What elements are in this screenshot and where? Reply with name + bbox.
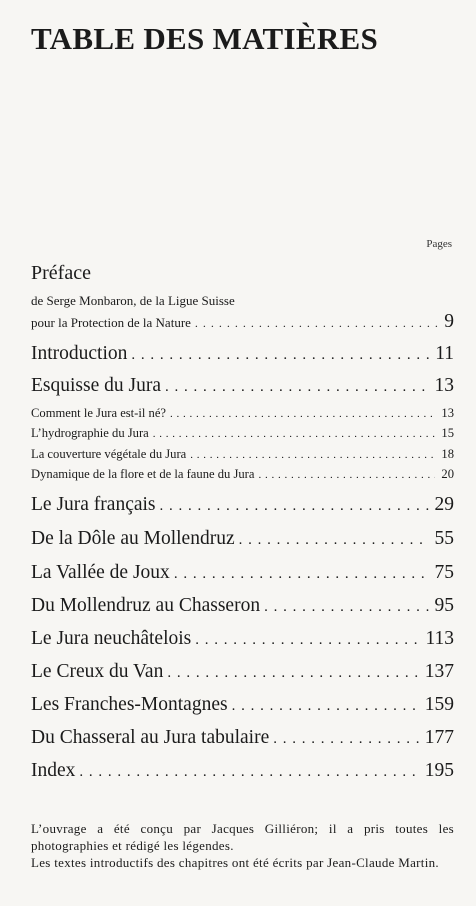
toc-entry-page: 55 (434, 528, 454, 549)
toc-entry-label: Les Franches-Montagnes (31, 694, 228, 715)
toc-entry-label: Dynamique de la flore et de la faune du Jura (31, 467, 255, 481)
dot-leader (195, 632, 419, 649)
toc-entry-label: L’hydrographie du Jura (31, 426, 149, 440)
dot-leader (174, 566, 429, 583)
toc-entry[interactable] (31, 760, 454, 782)
toc-entry-page: 75 (434, 562, 454, 583)
dot-leader (239, 532, 429, 549)
dot-leader (131, 347, 429, 364)
dot-leader (79, 764, 418, 781)
toc-entry[interactable] (31, 375, 454, 397)
toc-subentry[interactable] (31, 406, 454, 421)
page-title: TABLE DES MATIÈRES (31, 21, 379, 56)
dot-leader (167, 665, 418, 682)
dot-leader (232, 698, 419, 715)
toc-entry-page: 177 (424, 727, 454, 748)
toc-entry-label: De la Dôle au Mollendruz (31, 528, 235, 549)
toc-entry-label: Du Mollendruz au Chasseron (31, 595, 261, 616)
dot-leader (165, 379, 429, 396)
toc-entry-page: 137 (424, 661, 454, 682)
dot-leader (160, 498, 429, 515)
toc-entry-page: 159 (424, 694, 454, 715)
toc-entry-label: Le Jura neuchâtelois (31, 628, 192, 649)
toc-entry-page: 20 (441, 467, 454, 481)
toc-entry-label: pour la Protection de la Nature (31, 315, 191, 330)
dot-leader (190, 449, 435, 461)
toc-entry-preface[interactable] (31, 311, 454, 333)
toc-entry-page: 9 (444, 311, 454, 332)
dot-leader (264, 599, 428, 616)
credits (31, 820, 454, 871)
dot-leader (153, 428, 436, 440)
toc-entry[interactable] (31, 628, 454, 650)
toc-entry-label: Du Chasseral au Jura tabulaire (31, 727, 270, 748)
toc-subentry[interactable] (31, 467, 454, 482)
preface-author-line: de Serge Monbaron, de la Ligue Suisse (31, 293, 235, 308)
dot-leader (258, 469, 435, 481)
toc-entry-label: Le Creux du Van (31, 661, 164, 682)
credits-paragraph: L’ouvrage a été conçu par Jacques Gilliéron; il a pris toutes les photographies et rédigé les légendes. (31, 821, 454, 853)
toc-entry[interactable] (31, 595, 454, 617)
toc-entry-label: La couverture végétale du Jura (31, 447, 187, 461)
toc-subentry[interactable] (31, 426, 454, 441)
dot-leader (273, 731, 419, 748)
toc-entry[interactable] (31, 343, 454, 365)
toc-entry-label: Esquisse du Jura (31, 375, 161, 396)
toc-entry-label: La Vallée de Joux (31, 562, 170, 583)
toc-entry-page: 13 (434, 375, 454, 396)
toc-entry-page: 18 (441, 447, 454, 461)
toc-entry-label: Comment le Jura est-il né? (31, 406, 166, 420)
preface-heading: Préface (31, 262, 91, 284)
toc-entry[interactable] (31, 562, 454, 584)
toc-entry[interactable] (31, 661, 454, 683)
toc-entry[interactable] (31, 727, 454, 749)
dot-leader (170, 408, 435, 420)
toc-entry[interactable] (31, 528, 454, 550)
dot-leader (195, 316, 438, 331)
toc-entry-page: 15 (441, 426, 454, 440)
toc-entry-page: 195 (424, 760, 454, 781)
pages-column-label: Pages (426, 238, 452, 250)
toc-entry-page: 11 (435, 343, 454, 364)
credits-paragraph: Les textes introductifs des chapitres ont été écrits par Jean-Claude Martin. (31, 855, 439, 870)
toc-subentry[interactable] (31, 447, 454, 462)
toc-entry-page: 13 (441, 406, 454, 420)
toc-entry-label: Index (31, 760, 76, 781)
toc-entry-label: Le Jura français (31, 494, 156, 515)
toc-entry-label: Introduction (31, 343, 128, 364)
toc-entry-page: 29 (434, 494, 454, 515)
toc-entry-page: 95 (434, 595, 454, 616)
toc-entry-page: 113 (425, 628, 454, 649)
toc-entry[interactable] (31, 494, 454, 516)
toc-entry[interactable] (31, 694, 454, 716)
